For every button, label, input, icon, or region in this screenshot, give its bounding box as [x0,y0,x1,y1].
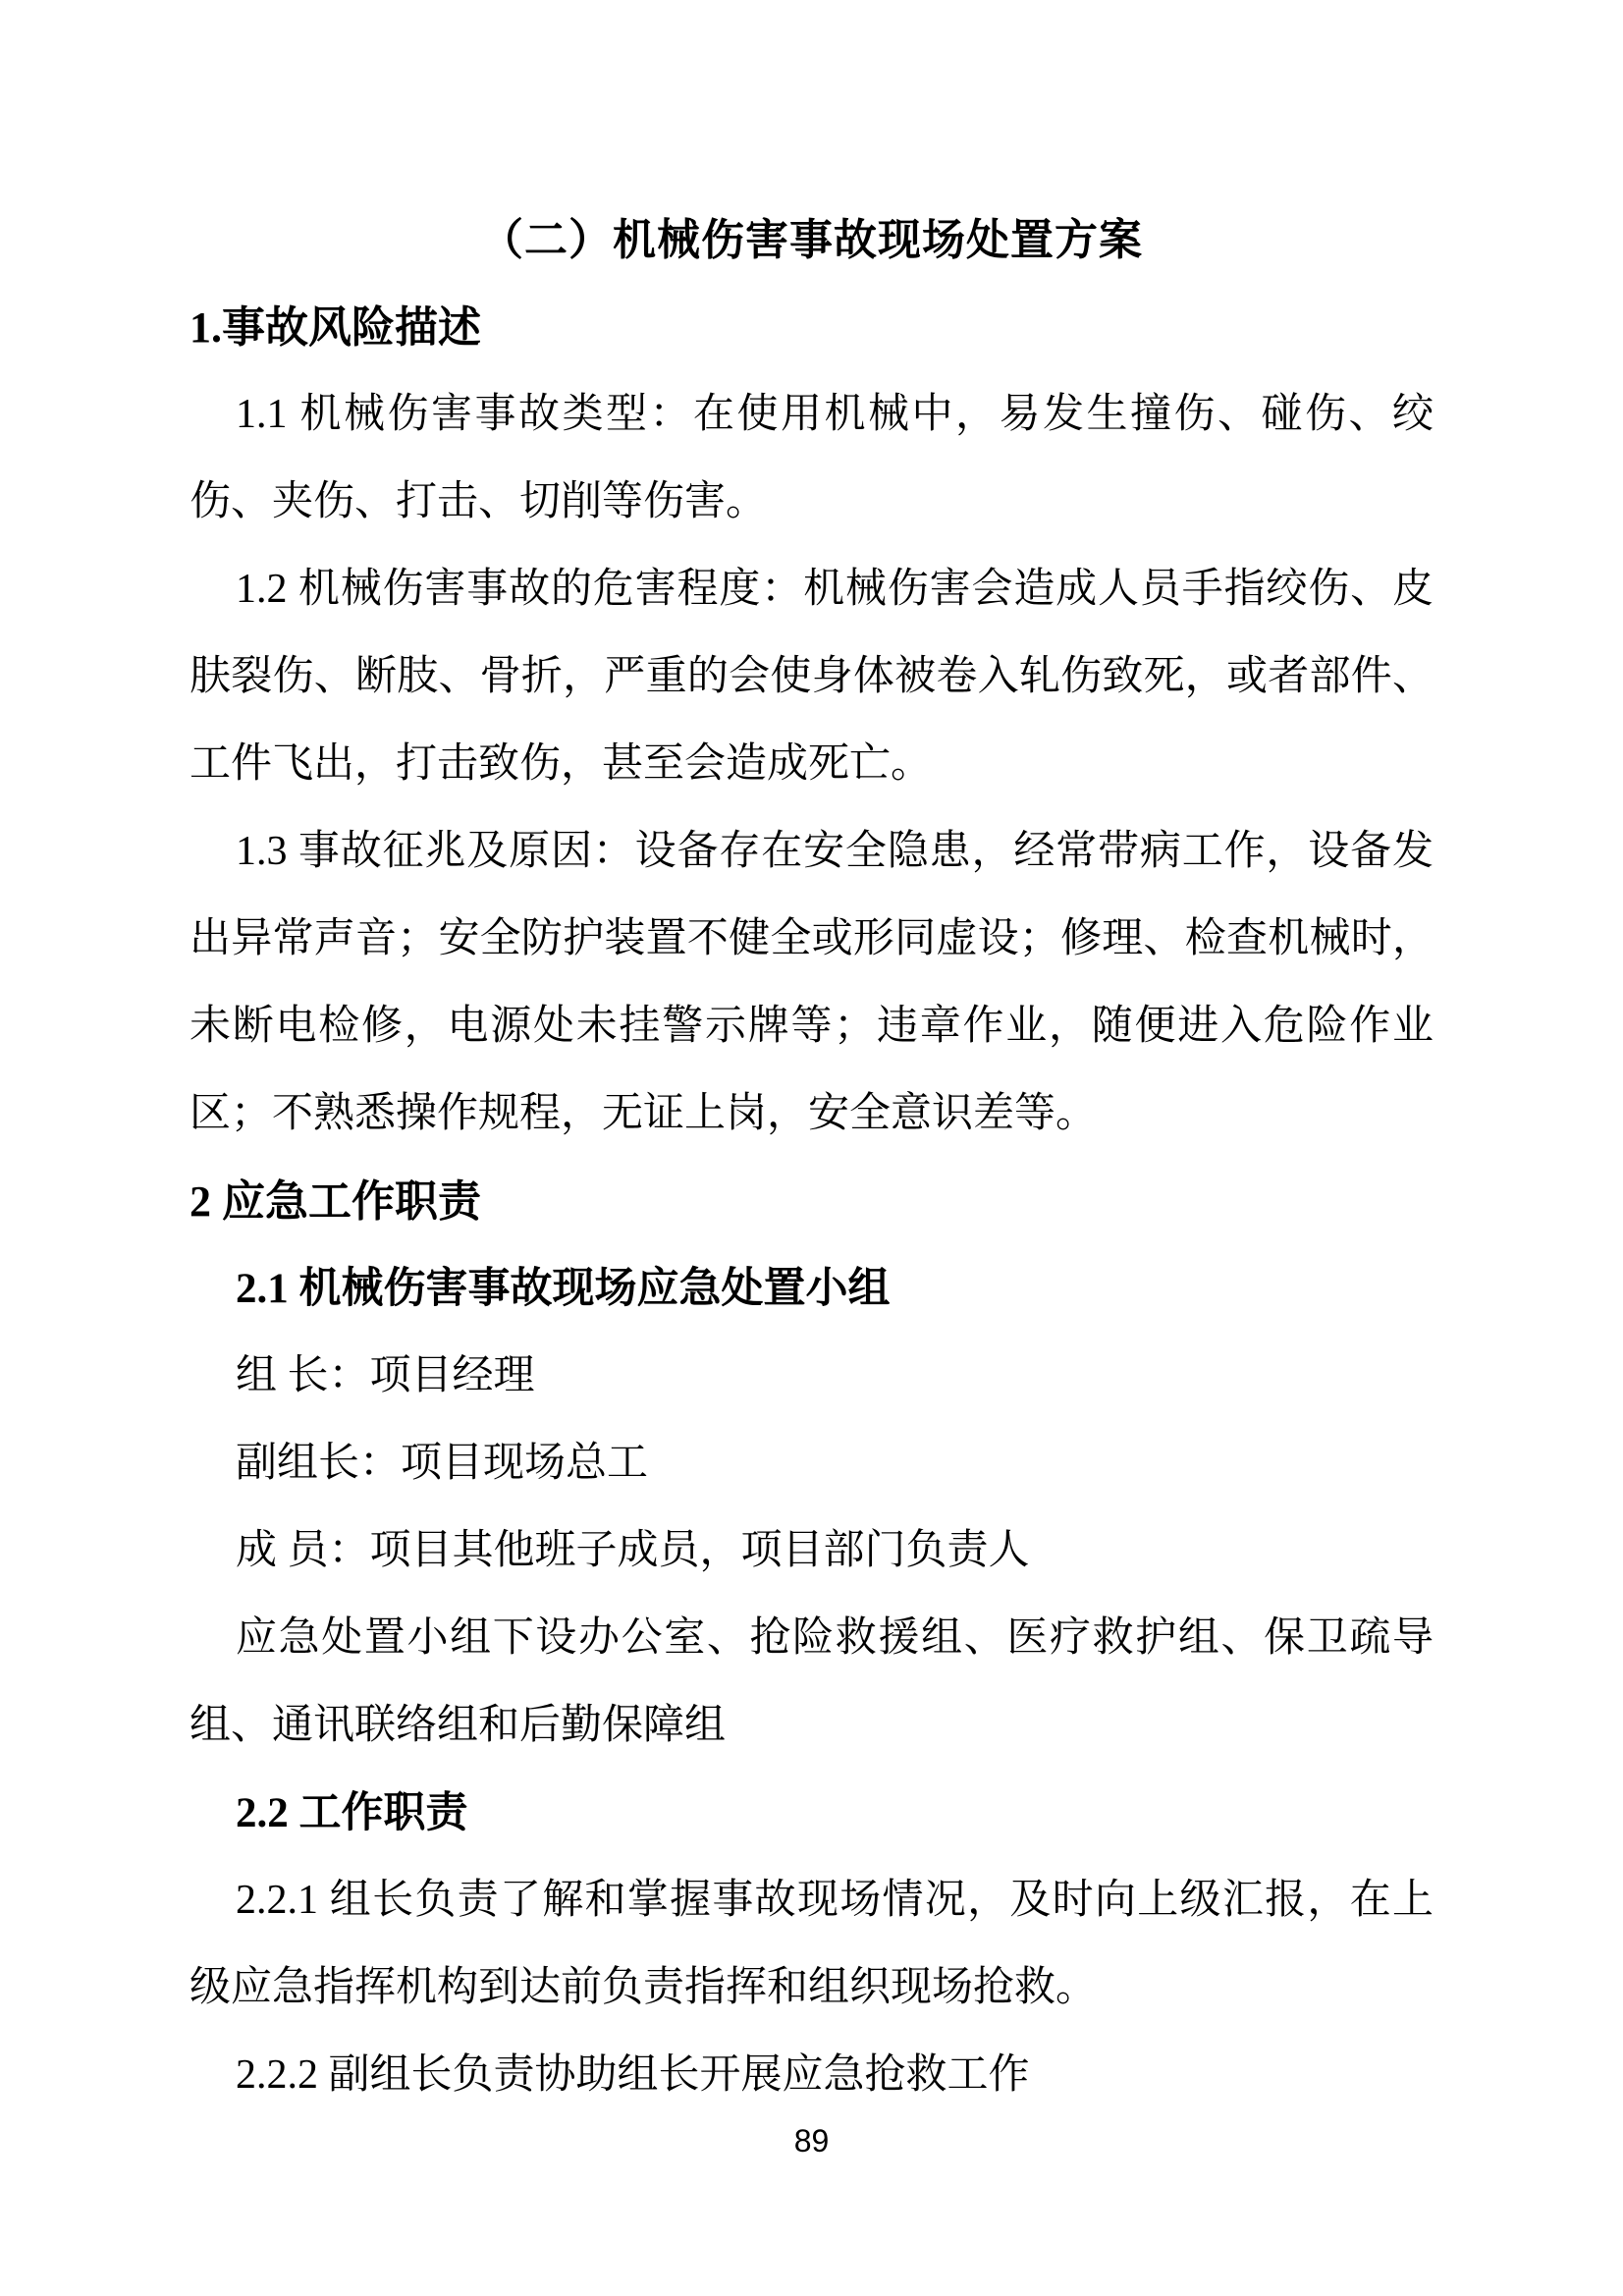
team-groups-paragraph: 应急处置小组下设办公室、抢险救援组、医疗救护组、保卫疏导组、通讯联络组和后勤保障组 [189,1615,1434,1748]
paragraph-2-2-1: 2.2.1 组长负责了解和掌握事故现场情况，及时向上级汇报，在上级应急指挥机构到达前负责指挥和组织现场抢救。 [189,1878,1434,2010]
page-number: 89 [793,2123,830,2159]
paragraph-1-3: 1.3 事故征兆及原因：设备存在安全隐患，经常带病工作，设备发出异常声音；安全防护装置不健全或形同虚设；修理、检查机械时，未断电检修，电源处未挂警示牌等；违章作业，随便进入危险作业区；不熟悉操作规程，无证上岗，安全意识差等。 [189,829,1434,1136]
paragraph-1-1: 1.1 机械伤害事故类型：在使用机械中，易发生撞伤、碰伤、绞伤、夹伤、打击、切削等伤害。 [189,392,1434,524]
doc-title: （二）机械伤害事故现场处置方案 [480,216,1143,264]
section-2-heading: 2 应急工作职责 [189,1177,481,1226]
paragraph-1-2: 1.2 机械伤害事故的危害程度：机械伤害会造成人员手指绞伤、皮肤裂伤、断肢、骨折，严重的会使身体被卷入轧伤致死，或者部件、工件飞出，打击致伤，甚至会造成死亡。 [189,567,1434,787]
team-leader-line: 组 长：项目经理 [236,1353,535,1398]
section-1-heading: 1.事故风险描述 [189,303,481,352]
section-2-2-heading: 2.2 工作职责 [236,1790,468,1836]
paragraph-2-2-2: 2.2.2 副组长负责协助组长开展应急抢救工作 [236,2052,1030,2098]
section-2-1-heading: 2.1 机械伤害事故现场应急处置小组 [236,1266,891,1312]
team-members-line: 成 员：项目其他班子成员，项目部门负责人 [236,1528,1030,1573]
team-deputy-line: 副组长：项目现场总工 [236,1441,649,1486]
